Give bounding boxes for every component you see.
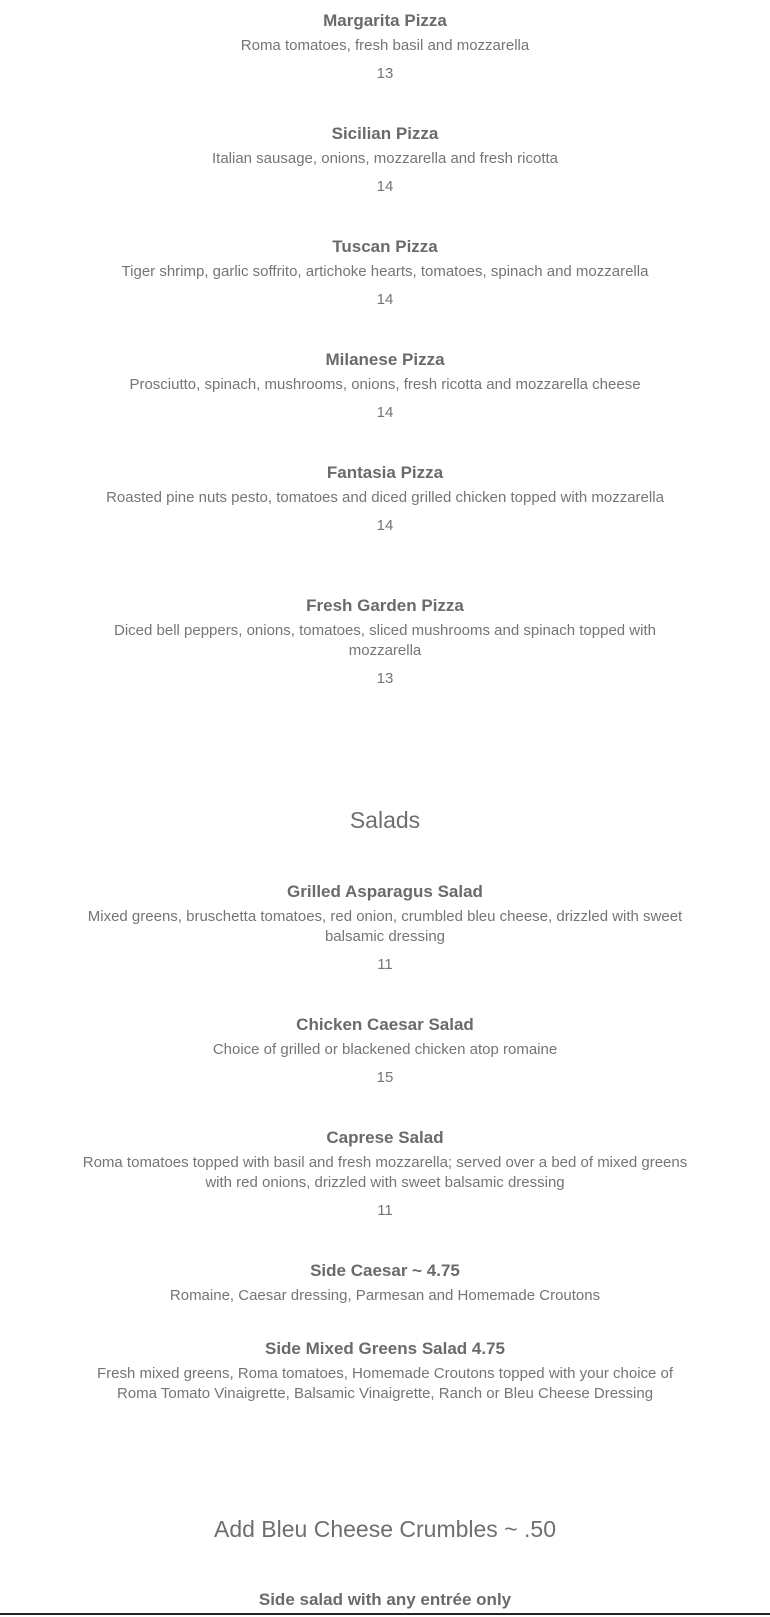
item-price: 14 bbox=[376, 517, 394, 534]
item-name: Side Mixed Greens Salad 4.75 bbox=[264, 1339, 505, 1358]
item-description: Choice of grilled or blackened chicken atop romaine bbox=[212, 1041, 558, 1058]
menu-item bbox=[0, 463, 770, 536]
item-price: 15 bbox=[376, 1069, 394, 1086]
item-description: Fresh mixed greens, Roma tomatoes, Homemade Croutons topped with your choice of Roma Tomato Vinaigrette, Balsamic Vinaigrette, Ranch or Bleu Cheese Dressing bbox=[96, 1365, 674, 1402]
item-name: Fantasia Pizza bbox=[326, 463, 444, 482]
bottom-divider bbox=[0, 1613, 770, 1615]
menu-item bbox=[0, 11, 770, 84]
item-name: Tuscan Pizza bbox=[332, 237, 438, 256]
item-description: Roma tomatoes, fresh basil and mozzarella bbox=[240, 37, 530, 54]
item-description: Mixed greens, bruschetta tomatoes, red onion, crumbled bleu cheese, drizzled with sweet balsamic dressing bbox=[87, 908, 683, 945]
menu-item bbox=[0, 350, 770, 423]
addon-note: Add Bleu Cheese Crumbles ~ .50 bbox=[213, 1516, 556, 1542]
item-name: Fresh Garden Pizza bbox=[306, 596, 464, 615]
item-name: Grilled Asparagus Salad bbox=[287, 882, 483, 901]
item-description: Tiger shrimp, garlic soffrito, artichoke hearts, tomatoes, spinach and mozzarella bbox=[121, 263, 649, 280]
item-name: Side Caesar ~ 4.75 bbox=[310, 1261, 460, 1280]
side-salad-note: Side salad with any entrée only bbox=[258, 1590, 512, 1609]
item-price: 13 bbox=[376, 65, 394, 82]
menu-item bbox=[0, 1339, 770, 1404]
item-name: Sicilian Pizza bbox=[331, 124, 439, 143]
menu-item bbox=[0, 882, 770, 975]
item-price: 14 bbox=[376, 291, 394, 308]
item-description: Prosciutto, spinach, mushrooms, onions, fresh ricotta and mozzarella cheese bbox=[129, 376, 641, 393]
menu-item bbox=[0, 237, 770, 310]
item-description: Roma tomatoes topped with basil and fresh mozzarella; served over a bed of mixed greens with red onions, drizzled with sweet balsamic dressing bbox=[82, 1154, 688, 1191]
item-price: 14 bbox=[376, 404, 394, 421]
menu-item bbox=[0, 1128, 770, 1221]
section-heading-salads: Salads bbox=[349, 807, 421, 833]
item-name: Caprese Salad bbox=[326, 1128, 444, 1147]
item-price: 11 bbox=[377, 1202, 393, 1219]
menu-item bbox=[0, 124, 770, 197]
menu-item bbox=[0, 1015, 770, 1088]
menu-item bbox=[0, 596, 770, 689]
item-name: Margarita Pizza bbox=[323, 11, 447, 30]
item-description: Romaine, Caesar dressing, Parmesan and Homemade Croutons bbox=[169, 1287, 601, 1304]
item-price: 13 bbox=[376, 670, 394, 687]
item-name: Chicken Caesar Salad bbox=[296, 1015, 474, 1034]
item-description: Diced bell peppers, onions, tomatoes, sliced mushrooms and spinach topped with mozzarella bbox=[114, 622, 656, 659]
item-price: 11 bbox=[377, 956, 393, 973]
item-description: Roasted pine nuts pesto, tomatoes and diced grilled chicken topped with mozzarella bbox=[106, 489, 664, 506]
item-price: 14 bbox=[376, 178, 394, 195]
item-name: Milanese Pizza bbox=[325, 350, 445, 369]
menu-item bbox=[0, 1261, 770, 1306]
item-description: Italian sausage, onions, mozzarella and fresh ricotta bbox=[211, 150, 559, 167]
